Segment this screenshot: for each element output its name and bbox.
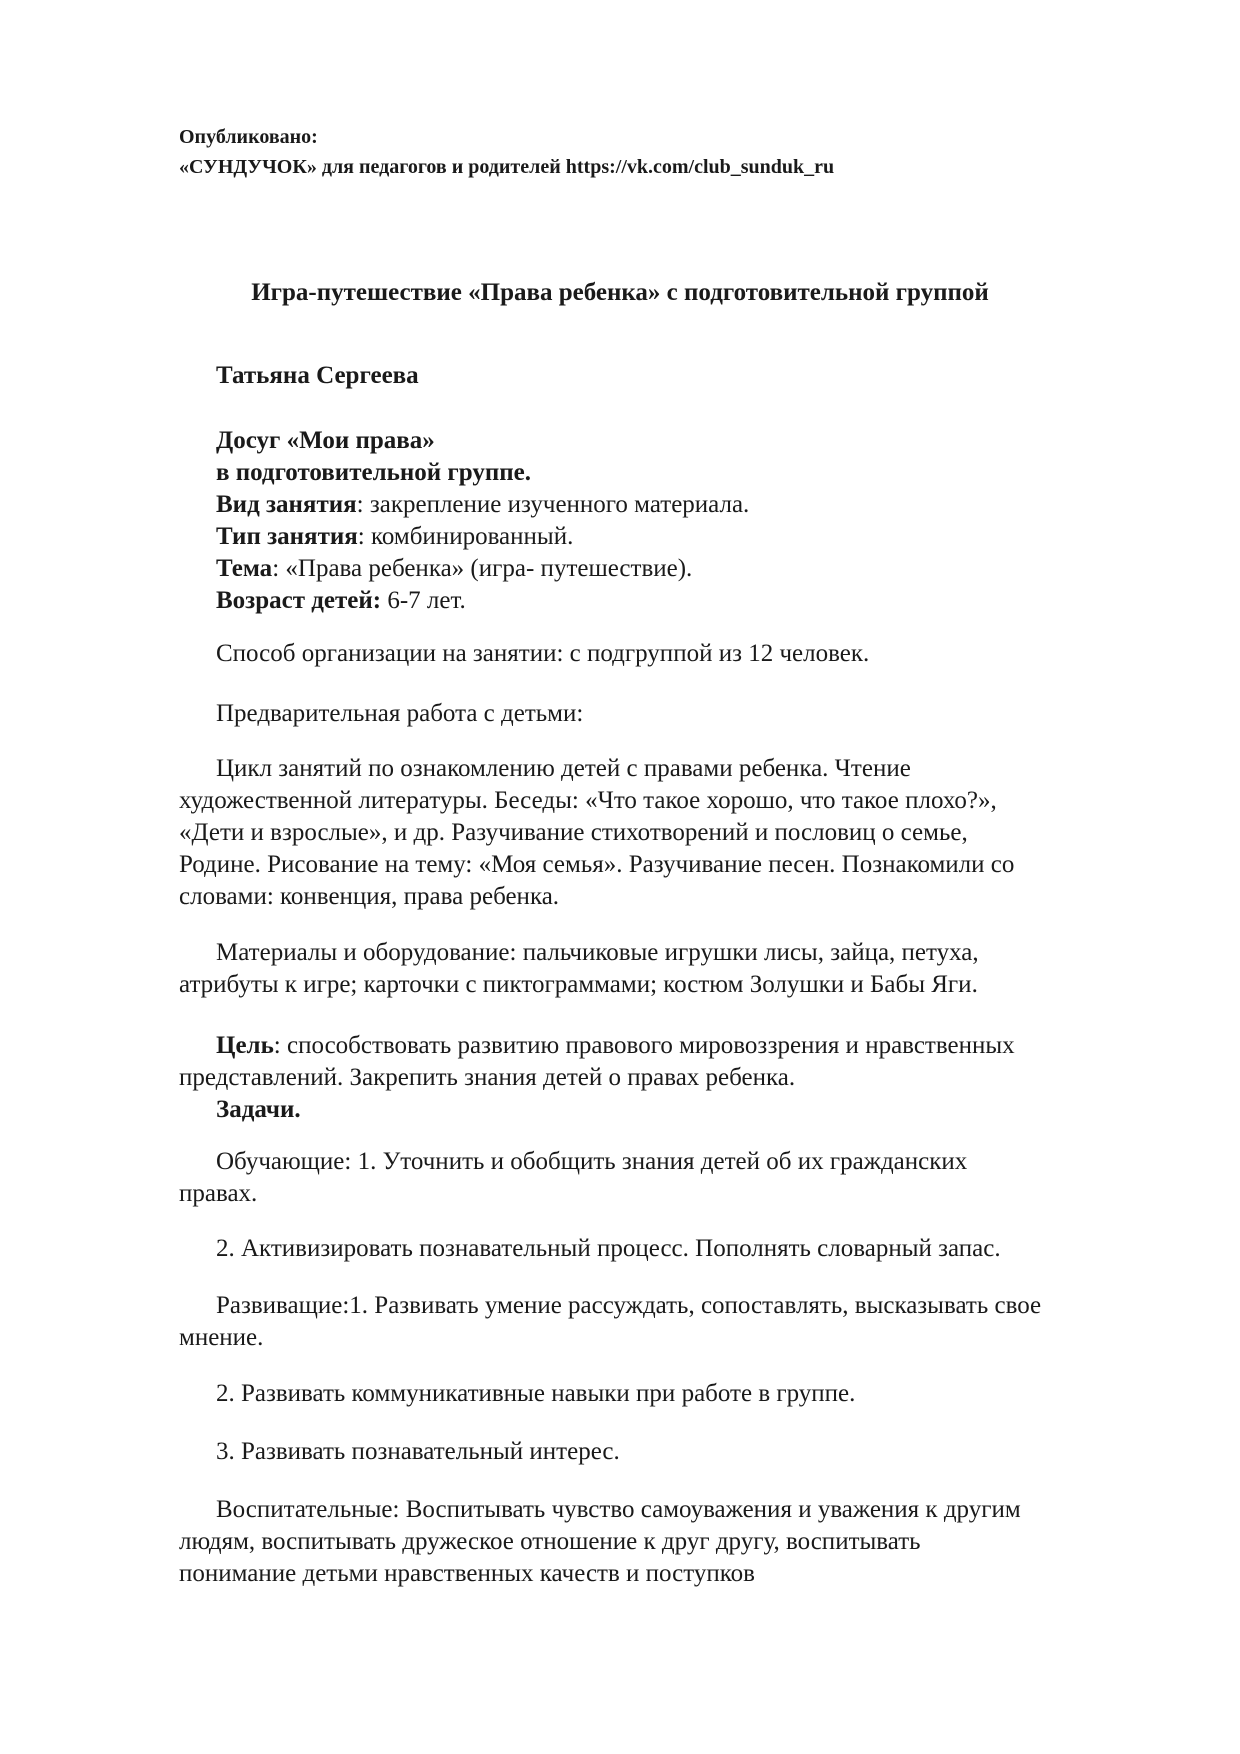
event-line-1: Досуг «Мои права» (216, 427, 435, 454)
tasks-label: Задачи. (216, 1096, 301, 1123)
educational-task-2: 2. Активизировать познавательный процесс. Пополнять словарный запас. (216, 1235, 1001, 1262)
materials-paragraph: Материалы и оборудование: пальчиковые игрушки лисы, зайца, петуха, атрибуты к игре; карточки с пиктограммами; костюм Золушки и Бабы Яги. (179, 939, 979, 998)
type-value: : комбинированный. (357, 523, 574, 550)
event-line-2: в подготовительной группе. (216, 459, 531, 486)
publication-info (179, 122, 834, 182)
published-source: «СУНДУЧОК» для педагогов и родителей https://vk.com/club_sunduk_ru (179, 156, 835, 178)
author-name: Татьяна Сергеева (216, 362, 419, 389)
document-title: Игра-путешествие «Права ребенка» с подготовительной группой (251, 279, 989, 306)
upbringing-tasks: Воспитательные: Воспитывать чувство самоуважения и уважения к другим людям, воспитывать дружеское отношение к друг другу, воспитывать понимание детьми нравственных качеств и поступков (179, 1496, 1021, 1587)
organization-paragraph: Способ организации на занятии: с подгруппой из 12 человек. (216, 640, 870, 667)
kind-label: Вид занятия (216, 491, 357, 518)
cycle-paragraph: Цикл занятий по ознакомлению детей с правами ребенка. Чтение художественной литературы. Беседы: «Что такое хорошо, что такое плохо?», «Дети и взрослые», и др. Разучивание стихотворений и пословиц о семье, Родине. Рисование на тему: «Моя семья». Разучивание песен. Познакомили со словами: конвенция, права ребенка. (179, 755, 1015, 910)
goal-paragraph: Цель: способствовать развитию правового мировоззрения и нравственных представлений. Закрепить знания детей о правах ребенка. Задачи. (179, 1032, 1015, 1123)
developing-task-3: 3. Развивать познавательный интерес. (216, 1438, 620, 1465)
lesson-topic (216, 553, 1216, 585)
children-age (216, 585, 1216, 617)
topic-value: : «Права ребенка» (игра- путешествие). (272, 555, 693, 582)
lesson-type (216, 521, 1216, 553)
age-label: Возраст детей: (216, 587, 382, 614)
age-value: 6-7 лет. (381, 587, 466, 614)
educational-tasks: Обучающие: 1. Уточнить и обобщить знания детей об их гражданских правах. (179, 1148, 968, 1207)
developing-task-2: 2. Развивать коммуникативные навыки при работе в группе. (216, 1380, 856, 1407)
type-label: Тип занятия (216, 523, 358, 550)
kind-value: : закрепление изученного материала. (356, 491, 750, 518)
lesson-meta (216, 425, 1216, 617)
developing-tasks: Развиващие:1. Развивать умение рассуждать, сопоставлять, высказывать свое мнение. (179, 1292, 1042, 1351)
preliminary-paragraph: Предварительная работа с детьми: (216, 700, 584, 727)
published-label: Опубликовано: (179, 126, 318, 148)
goal-label: Цель (216, 1032, 274, 1059)
topic-label: Тема (216, 555, 273, 582)
lesson-kind (216, 489, 1216, 521)
